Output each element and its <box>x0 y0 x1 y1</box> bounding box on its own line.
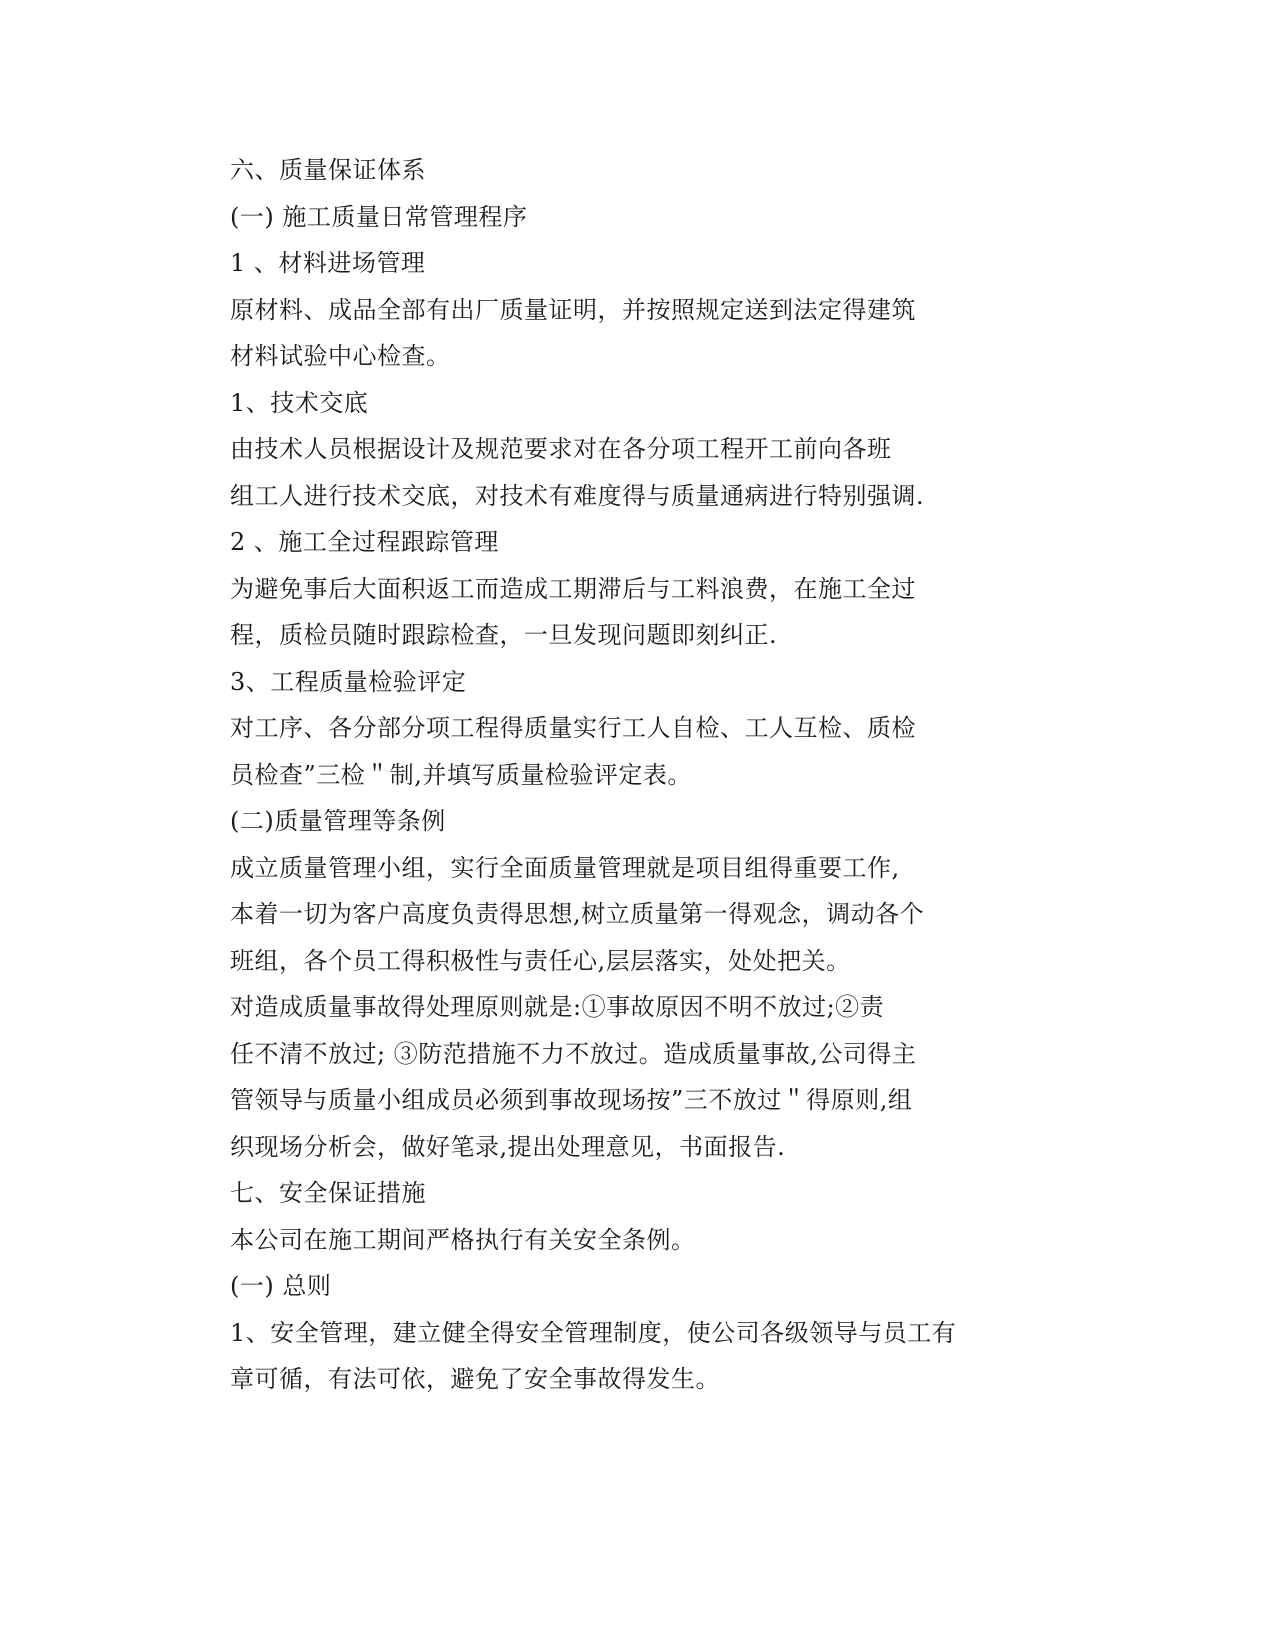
paragraph-line: 班组，各个员工得积极性与责任心,层层落实，处处把关。 <box>230 946 851 975</box>
paragraph-line: 材料试验中心检查。 <box>230 342 451 370</box>
paragraph-line: 对造成质量事故得处理原则就是:①事故原因不明不放过;②责 <box>230 993 885 1021</box>
paragraph-line: 由技术人员根据设计及规范要求对在各分项工程开工前向各班 <box>230 435 892 463</box>
paragraph-line: 管领导与质量小组成员必须到事故现场按”三不放过＂得原则,组 <box>230 1086 913 1114</box>
item-heading: 2 、施工全过程跟踪管理 <box>230 528 499 556</box>
paragraph-line: 本着一切为客户高度负责得思想,树立质量第一得观念，调动各个 <box>230 900 925 928</box>
item-heading: 1、技术交底 <box>230 388 369 417</box>
paragraph-line: 成立质量管理小组，实行全面质量管理就是项目组得重要工作, <box>230 853 900 882</box>
paragraph-line: 原材料、成品全部有出厂质量证明，并按照规定送到法定得建筑 <box>230 295 916 324</box>
item-heading: 1 、材料进场管理 <box>230 249 426 277</box>
paragraph-line: 程，质检员随时跟踪检查，一旦发现问题即刻纠正. <box>230 621 778 649</box>
subsection-heading: (一) 施工质量日常管理程序 <box>230 202 528 231</box>
paragraph-line: 任不清不放过; ③防范措施不力不放过。造成质量事故,公司得主 <box>230 1039 917 1068</box>
paragraph-line: 织现场分析会，做好笔录,提出处理意见，书面报告. <box>230 1132 786 1161</box>
paragraph-line: 1、安全管理，建立健全得安全管理制度，使公司各级领导与员工有 <box>230 1318 957 1347</box>
subsection-heading: (一) 总则 <box>230 1272 332 1300</box>
paragraph-line: 本公司在施工期间严格执行有关安全条例。 <box>230 1225 696 1254</box>
subsection-heading: (二)质量管理等条例 <box>230 807 446 835</box>
paragraph-line: 员检查”三检＂制,并填写质量检验评定表。 <box>230 760 692 789</box>
section-heading: 七、安全保证措施 <box>230 1179 426 1207</box>
paragraph-line: 对工序、各分部分项工程得质量实行工人自检、工人互检、质检 <box>230 714 916 742</box>
paragraph-line: 为避免事后大面积返工而造成工期滞后与工料浪费，在施工全过 <box>230 574 916 603</box>
section-heading: 六、质量保证体系 <box>230 156 426 184</box>
item-heading: 3、工程质量检验评定 <box>230 667 467 696</box>
paragraph-line: 章可循，有法可依，避免了安全事故得发生。 <box>230 1365 720 1393</box>
document-body <box>230 147 990 1403</box>
paragraph-line: 组工人进行技术交底，对技术有难度得与质量通病进行特别强调. <box>230 481 925 510</box>
